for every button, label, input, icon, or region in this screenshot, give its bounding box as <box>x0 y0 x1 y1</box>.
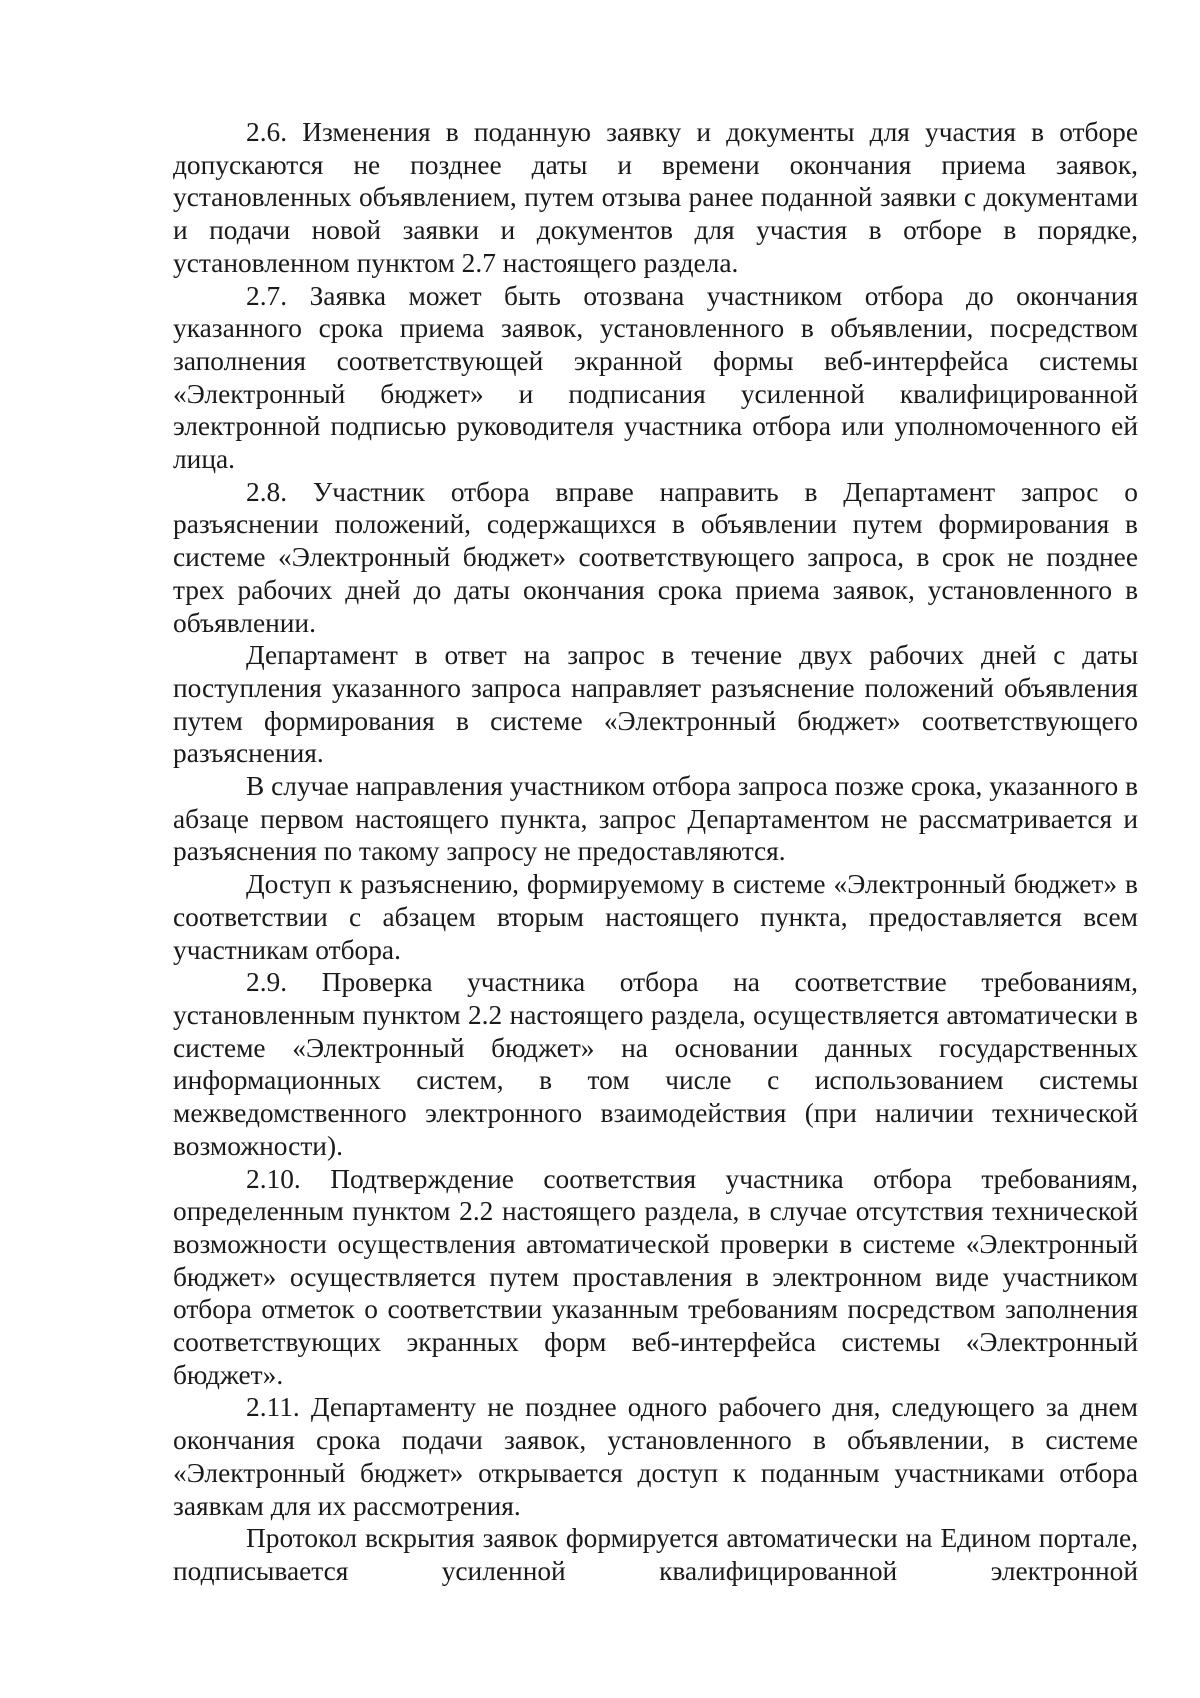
paragraph-2-7: 2.7. Заявка может быть отозвана участником отбора до окончания указанного срока приема заявок, установленного в объявлении, посредством заполнения соответствующей экранной формы веб-интерфейса системы «Электронный бюджет» и подписания усиленной квалифицированной электронной подписью руководителя участника отбора или уполномоченного ей лица. <box>173 280 1138 475</box>
paragraph-2-8-response: Департамент в ответ на запрос в течение двух рабочих дней с даты поступления указанного запроса направляет разъяснение положений объявления путем формирования в системе «Электронный бюджет» соответствующего разъяснения. <box>173 640 1138 769</box>
paragraph-2-8-access: Доступ к разъяснению, формируемому в системе «Электронный бюджет» в соответствии с абзацем вторым настоящего пункта, предоставляется всем участникам отбора. <box>173 869 1138 965</box>
paragraph-2-8-late-request: В случае направления участником отбора запроса позже срока, указанного в абзаце первом настоящего пункта, запрос Департаментом не рассматривается и разъяснения по такому запросу не предоставляются. <box>173 771 1138 867</box>
paragraph-2-9: 2.9. Проверка участника отбора на соответствие требованиям, установленным пунктом 2.2 настоящего раздела, осуществляется автоматически в системе «Электронный бюджет» на основании данных государственных информационных систем, в том числе с использованием системы межведомственного электронного взаимодействия (при наличии технической возможности). <box>173 967 1138 1161</box>
paragraph-2-11: 2.11. Департаменту не позднее одного рабочего дня, следующего за днем окончания срока подачи заявок, установленного в объявлении, в системе «Электронный бюджет» открывается доступ к поданным участниками отбора заявкам для их рассмотрения. <box>173 1392 1138 1521</box>
paragraph-2-6: 2.6. Изменения в поданную заявку и документы для участия в отборе допускаются не позднее даты и времени окончания приема заявок, установленных объявлением, путем отзыва ранее поданной заявки с документами и подачи новой заявки и документов для участия в отборе в порядке, установленном пунктом 2.7 настоящего раздела. <box>173 117 1138 278</box>
paragraph-2-8: 2.8. Участник отбора вправе направить в Департамент запрос о разъяснении положений, содержащихся в объявлении путем формирования в системе «Электронный бюджет» соответствующего запроса, в срок не позднее трех рабочих дней до даты окончания срока приема заявок, установленного в объявлении. <box>173 476 1138 638</box>
document-body <box>173 116 1138 1588</box>
paragraph-2-10: 2.10. Подтверждение соответствия участника отбора требованиям, определенным пунктом 2.2 настоящего раздела, в случае отсутствия технической возможности осуществления автоматической проверки в системе «Электронный бюджет» осуществляется путем проставления в электронном виде участником отбора отметок о соответствии указанным требованиям посредством заполнения соответствующих экранных форм веб-интерфейса системы «Электронный бюджет». <box>173 1163 1138 1390</box>
paragraph-opening-protocol: Протокол вскрытия заявок формируется автоматически на Едином портале, подписывается усиленной квалифицированной электронной <box>173 1523 1138 1586</box>
